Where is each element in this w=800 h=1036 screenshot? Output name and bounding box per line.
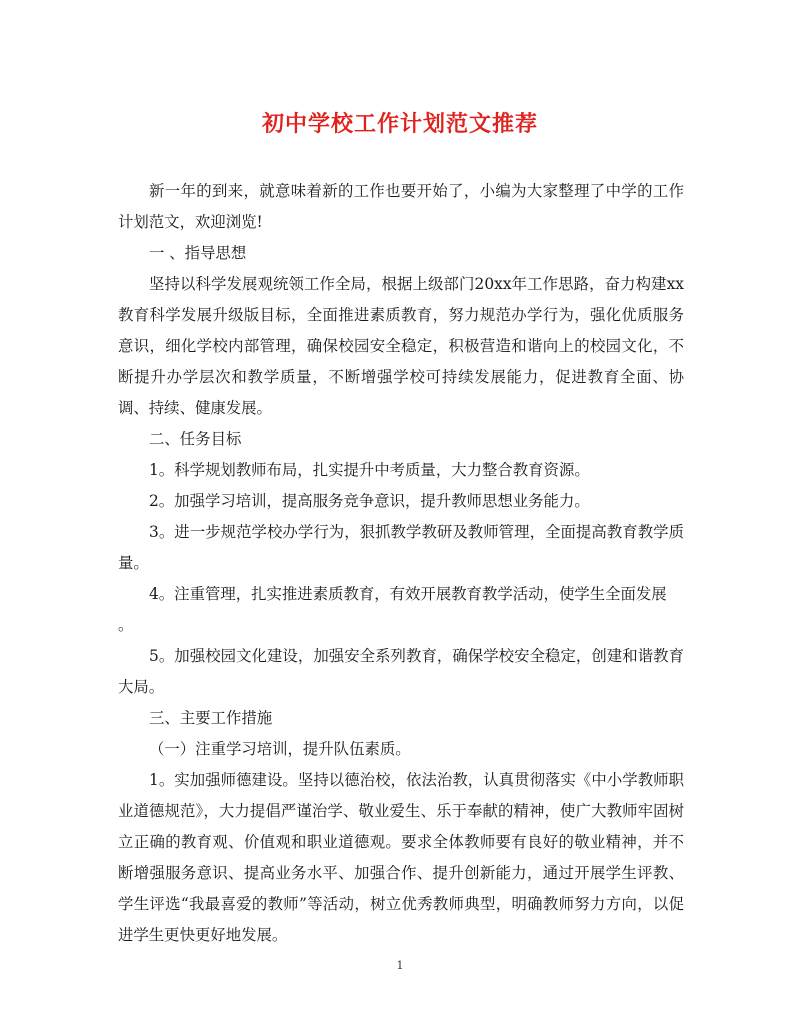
list-item-goal-1: 1。科学规划教师布局，扎实提升中考质量，大力整合教育资源。 bbox=[149, 461, 590, 479]
heading-guiding-ideology: 一 、指导思想 bbox=[149, 244, 247, 262]
list-item-goal-3: 3。进一步规范学校办学行为，狠抓教学教研及教师管理，全面提高教育教学质量。 bbox=[118, 523, 684, 572]
list-item-goal-5: 5。加强校园文化建设，加强安全系列教育，确保学校安全稳定，创建和谐教育大局。 bbox=[118, 647, 684, 696]
paragraph-guiding-ideology: 坚持以科学发展观统领工作全局，根据上级部门20xx年工作思路，奋力构建xx教育科学发展升级版目标，全面推进素质教育，努力规范办学行为，强化优质服务意识，细化学校内部管理，确保校园安全稳定，积极营造和谐向上的校园文化，不断提升办学层次和教学质量，不断增强学校可持续发展能力，促进教育全面、协调、持续、健康发展。 bbox=[118, 275, 684, 417]
page-number: 1 bbox=[396, 959, 404, 972]
document-title: 初中学校工作计划范文推荐 bbox=[261, 111, 538, 137]
heading-task-goals: 二、任务目标 bbox=[149, 430, 242, 448]
list-item-goal-2: 2。加强学习培训，提高服务竞争意识，提升教师思想业务能力。 bbox=[149, 492, 590, 510]
subheading-training: （一）注重学习培训，提升队伍素质。 bbox=[149, 740, 411, 758]
document-body bbox=[118, 176, 684, 951]
list-item-goal-4-tail: 。 bbox=[118, 616, 134, 634]
paragraph-intro: 新一年的到来，就意味着新的工作也要开始了，小编为大家整理了中学的工作计划范文，欢迎浏览! bbox=[118, 182, 684, 231]
heading-main-measures: 三、主要工作措施 bbox=[149, 709, 273, 727]
list-item-goal-4: 4。注重管理，扎实推进素质教育，有效开展教育教学活动，使学生全面发展 bbox=[149, 585, 667, 603]
paragraph-ethics-building: 1。实加强师德建设。坚持以德治校，依法治教，认真贯彻落实《中小学教师职业道德规范》，大力提倡严谨治学、敬业爱生、乐于奉献的精神，使广大教师牢固树立正确的教育观、价值观和职业道德观。要求全体教师要有良好的敬业精神，并不断增强服务意识、提高业务水平、加强合作、提升创新能力，通过开展学生评教、学生评选“我最喜爱的教师”等活动，树立优秀教师典型，明确教师努力方向，以促进学生更快更好地发展。 bbox=[118, 771, 684, 944]
